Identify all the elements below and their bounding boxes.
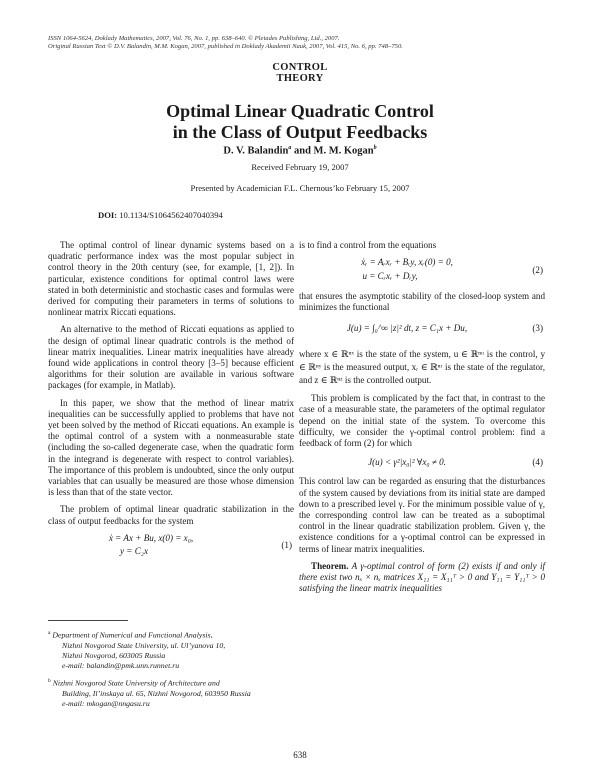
doi [98, 210, 223, 220]
theorem-text: A γ-optimal control of form (2) exists if and only if there exist two nₓ × nₓ matrices X₁₁ = X₁₁ᵀ > 0 and Y₁₁ = Y₁₁ᵀ > 0 satisfying the linear matrix inequalities [299, 560, 545, 594]
footnote-a [48, 628, 294, 671]
equation-3-number: (3) [532, 323, 543, 334]
equation-2 [299, 257, 545, 282]
footnote-a-line-1: Department of Numerical and Functional Analysis, [52, 630, 213, 640]
footnote-b-email: e-mail: mkogan@nngasu.ru [62, 698, 150, 708]
author-1-affil-mark: a [288, 145, 292, 151]
equation-3 [299, 323, 545, 334]
footnote-divider [48, 620, 128, 621]
footnote-b-line-2: Building, Il’inskaya ul. 65, Nizhni Novgorod, 603950 Russia [62, 688, 251, 698]
right-paragraph-3: where x ∈ ℝⁿˣ is the state of the system, u ∈ ℝⁿᵘ is the control, y ∈ ℝⁿʸ is the measured output, xᵣ ∈ ℝⁿʳ is the state of the regulator, and z ∈ ℝⁿᶻ is the controlled output. [299, 349, 545, 386]
right-paragraph-5: This control law can be regarded as ensuring that the disturbances of the system caused by deviations from its initial state are damped down to a prescribed level γ. For the minimum possible value of γ, the corresponding control law can be treated as a suboptimal control in the linear quadratic stabilization problem. Given γ, the existence conditions for a γ-optimal control can be expressed in terms of linear matrix inequalities. [299, 476, 545, 554]
theorem-paragraph [299, 561, 545, 595]
page-number: 638 [293, 750, 307, 760]
equation-1-line-2: y = C₂x [120, 546, 148, 557]
authors [60, 145, 540, 157]
theorem-label: Theorem. [311, 560, 349, 571]
left-paragraph-3: In this paper, we show that the method of linear matrix inequalities can be successfully applied to problems that have not yet been solved by the method of Riccati equations. An example is the optimal control of a system with a nonmeasurable state (including the so-called degenerate case, when the quadratic form in the integrand is degenerate with respect to control variables). The importance of this problem is undoubted, since the only output variables that can usually be measured are those whose dimension is less than that of the state vector. [48, 397, 294, 498]
journal-citation-line: ISSN 1064-5624, Doklady Mathematics, 2007, Vol. 76, No. 1, pp. 638–640. © Pleiades Publishing, Ltd., 2007. [48, 35, 340, 42]
equation-2-line-1: ẋᵣ = Aᵣxᵣ + Bᵣy, xᵣ(0) = 0, [361, 257, 453, 268]
left-paragraph-4: The problem of optimal linear quadratic stabilization in the class of output feedbacks for the system [48, 504, 294, 526]
equation-4-number: (4) [532, 457, 543, 468]
received-date: Received February 19, 2007 [251, 162, 349, 172]
right-paragraph-2: that ensures the asymptotic stability of the closed-loop system and minimizes the functional [299, 290, 545, 312]
footnote-a-line-3: Nizhni Novgorod, 603005 Russia [62, 650, 166, 660]
authors-and: and [291, 145, 314, 157]
section-line-1: CONTROL [272, 62, 328, 73]
footnote-a-line-2: Nizhni Novgorod State University, ul. Ul’yanova 10, [62, 640, 226, 650]
footnote-a-mark: a [48, 630, 51, 636]
footnote-b-line-1: Nizhni Novgorod State University of Architecture and [52, 678, 220, 688]
equation-1-line-1: ẋ = Ax + Bu, x(0) = x₀, [108, 532, 194, 543]
author-2-affil-mark: b [373, 145, 377, 151]
title-line-1: Optimal Linear Quadratic Control [166, 101, 434, 121]
right-paragraph-1: is to find a control from the equations [299, 240, 437, 250]
equation-3-body: J(u) = ∫₀^∞ |z|² dt, z = C₁x + Du, [346, 323, 468, 334]
section-label [240, 62, 360, 84]
equation-4-body: J(u) < γ²|x₀|² ∀x₀ ≠ 0. [368, 457, 446, 468]
right-column [299, 240, 545, 600]
presented-by: Presented by Academician F.L. Chernous’ko February 15, 2007 [190, 183, 410, 193]
equation-1 [48, 533, 294, 557]
doi-value: 10.1134/S1064562407040394 [117, 210, 223, 220]
footnote-a-email: e-mail: balandin@pmk.unn.runnet.ru [62, 660, 180, 670]
equation-2-line-2: u = Cᵣxᵣ + Dᵣy, [362, 271, 418, 282]
paper-title [60, 101, 540, 143]
footnote-b-mark: b [48, 678, 51, 684]
equation-1-number: (1) [281, 539, 292, 550]
doi-label: DOI: [98, 210, 118, 220]
left-column [48, 240, 294, 557]
left-paragraph-1: The optimal control of linear dynamic systems based on a quadratic performance index was the most popular subject in control theory in the 20th century (see, for example, [1, 2]). In particular, existence conditions for optimal control laws were stated in both deterministic and stochastic cases and formulas were derived for computing their parameters in terms of solutions to nonlinear matrix Riccati equations. [48, 240, 294, 318]
right-paragraph-4: This problem is complicated by the fact that, in contrast to the case of a measurable state, the parameters of the optimal regulator depend on the initial state of the system. To overcome this difficulty, we consider the γ-optimal control problem: find a feedback of form (2) for which [299, 393, 545, 449]
author-1: D. V. Balandin [223, 145, 289, 157]
left-paragraph-2: An alternative to the method of Riccati equations as applied to the design of optimal linear quadratic controls is the method of linear matrix inequalities. Linear matrix inequalities have already found wide applications in control theory [3–5] because efficient algorithms for their solution are available in various software packages (for example, in Matlab). [48, 324, 294, 391]
author-2: M. M. Kogan [313, 145, 374, 157]
equation-4 [299, 457, 545, 468]
section-line-2: THEORY [276, 73, 324, 84]
footnote-b [48, 676, 294, 709]
original-text-line: Original Russian Text © D.V. Balandin, M.M. Kogan, 2007, published in Doklady Akademii Nauk, 2007, Vol. 415, No. 6, pp. 748–750. [48, 43, 403, 50]
title-line-2: in the Class of Output Feedbacks [172, 122, 428, 142]
equation-2-number: (2) [532, 265, 543, 276]
